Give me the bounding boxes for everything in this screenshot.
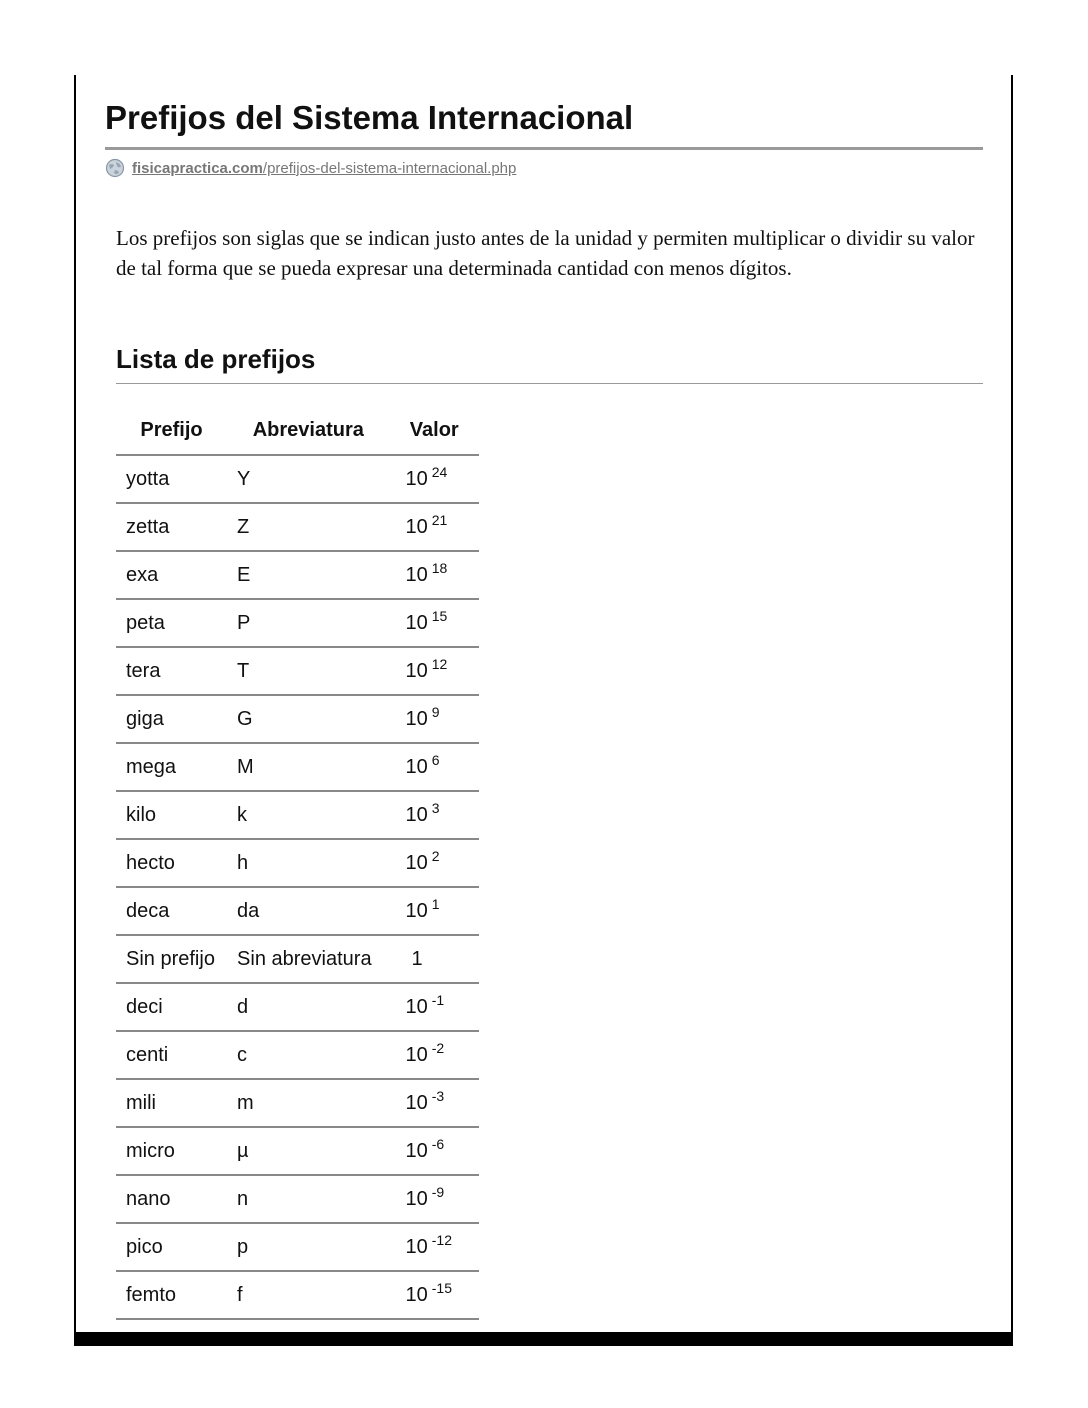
value-base: 1 (411, 947, 423, 970)
cell-prefix: tera (116, 647, 227, 695)
section-heading: Lista de prefijos (116, 344, 316, 374)
cell-value (390, 1175, 479, 1223)
value-exponent: -9 (431, 1183, 445, 1200)
cell-value (390, 983, 479, 1031)
cell-value (390, 695, 479, 743)
cell-value (390, 551, 479, 599)
cell-abbreviation: m (227, 1079, 389, 1127)
cell-prefix: centi (116, 1031, 227, 1079)
value-exponent: 3 (431, 799, 440, 816)
cell-prefix: Sin prefijo (116, 935, 227, 983)
section-divider (116, 383, 983, 384)
cell-prefix: pico (116, 1223, 227, 1271)
cell-value (390, 935, 479, 983)
cell-prefix: peta (116, 599, 227, 647)
value-base: 10 (405, 1235, 428, 1258)
value-base: 10 (405, 515, 428, 538)
cell-abbreviation: T (227, 647, 389, 695)
cell-abbreviation: Y (227, 455, 389, 503)
table-row (116, 1271, 479, 1319)
cell-value (390, 1031, 479, 1079)
table-row (116, 887, 479, 935)
value-base: 10 (405, 755, 428, 778)
table-row (116, 839, 479, 887)
cell-prefix: micro (116, 1127, 227, 1175)
cell-value (390, 1127, 479, 1175)
value-exponent: -15 (431, 1279, 452, 1296)
cell-abbreviation: G (227, 695, 389, 743)
table-row (116, 935, 479, 983)
cell-abbreviation: Sin abreviatura (227, 935, 389, 983)
cell-prefix: mega (116, 743, 227, 791)
table-row (116, 455, 479, 503)
value-base: 10 (405, 899, 428, 922)
cell-prefix: femto (116, 1271, 227, 1319)
header-value: Valor (390, 406, 479, 455)
header-abbreviation: Abreviatura (227, 406, 389, 455)
cell-abbreviation: M (227, 743, 389, 791)
cell-value (390, 1223, 479, 1271)
value-exponent: -1 (431, 991, 445, 1008)
value-exponent: 1 (431, 895, 440, 912)
value-base: 10 (405, 707, 428, 730)
value-base: 10 (405, 1091, 428, 1114)
value-exponent: -12 (431, 1231, 452, 1248)
header-prefix: Prefijo (116, 406, 227, 455)
cell-abbreviation: P (227, 599, 389, 647)
cell-abbreviation: k (227, 791, 389, 839)
source-domain: fisicapractica.com (132, 159, 263, 177)
value-exponent: 21 (431, 511, 448, 528)
value-base: 10 (405, 803, 428, 826)
cell-value (390, 791, 479, 839)
value-base: 10 (405, 659, 428, 682)
value-base: 10 (405, 611, 428, 634)
table-row (116, 647, 479, 695)
cell-abbreviation: c (227, 1031, 389, 1079)
cell-abbreviation: E (227, 551, 389, 599)
cell-prefix: hecto (116, 839, 227, 887)
cell-abbreviation: f (227, 1271, 389, 1319)
cell-abbreviation: da (227, 887, 389, 935)
cell-abbreviation: p (227, 1223, 389, 1271)
source-link[interactable] (132, 160, 516, 177)
cell-value (390, 887, 479, 935)
cell-value (390, 839, 479, 887)
cell-value (390, 1271, 479, 1319)
value-exponent: 12 (431, 655, 448, 672)
prefix-table (116, 406, 479, 1320)
table-row (116, 695, 479, 743)
table-row (116, 503, 479, 551)
page-border-bottom (74, 1332, 1013, 1346)
value-exponent: 2 (431, 847, 440, 864)
globe-icon (105, 158, 125, 178)
value-base: 10 (405, 1139, 428, 1162)
cell-prefix: mili (116, 1079, 227, 1127)
table-row (116, 983, 479, 1031)
intro-paragraph: Los prefijos son siglas que se indican justo antes de la unidad y permiten multiplicar o dividir su valor de tal forma que se pueda expresar una determinada cantidad con menos dígitos. (116, 226, 975, 280)
value-base: 10 (405, 851, 428, 874)
value-exponent: 18 (431, 559, 448, 576)
value-base: 10 (405, 563, 428, 586)
table-header-row (116, 406, 479, 455)
table-row (116, 1079, 479, 1127)
value-base: 10 (405, 1283, 428, 1306)
cell-abbreviation: µ (227, 1127, 389, 1175)
value-base: 10 (405, 467, 428, 490)
value-exponent: 24 (431, 463, 448, 480)
table-row (116, 1127, 479, 1175)
table-row (116, 551, 479, 599)
cell-value (390, 455, 479, 503)
cell-abbreviation: h (227, 839, 389, 887)
cell-value (390, 503, 479, 551)
table-body (116, 455, 479, 1319)
table-row (116, 599, 479, 647)
title-divider (105, 147, 983, 150)
table-row (116, 1031, 479, 1079)
page-border-right (1011, 75, 1013, 1345)
cell-value (390, 743, 479, 791)
cell-value (390, 647, 479, 695)
source-path: /prefijos-del-sistema-internacional.php (262, 159, 517, 177)
cell-value (390, 599, 479, 647)
value-exponent: 15 (431, 607, 448, 624)
table-row (116, 1175, 479, 1223)
page-title: Prefijos del Sistema Internacional (105, 99, 634, 136)
cell-prefix: giga (116, 695, 227, 743)
source-line (105, 157, 516, 179)
value-exponent: -6 (431, 1135, 445, 1152)
table-row (116, 791, 479, 839)
value-exponent: -3 (431, 1087, 445, 1104)
cell-abbreviation: n (227, 1175, 389, 1223)
table-row (116, 1223, 479, 1271)
value-exponent: 6 (431, 751, 440, 768)
value-base: 10 (405, 1043, 428, 1066)
cell-prefix: exa (116, 551, 227, 599)
value-base: 10 (405, 995, 428, 1018)
cell-prefix: nano (116, 1175, 227, 1223)
value-exponent: 9 (431, 703, 440, 720)
table-row (116, 743, 479, 791)
cell-prefix: zetta (116, 503, 227, 551)
page-border-left (74, 75, 76, 1345)
cell-abbreviation: Z (227, 503, 389, 551)
cell-abbreviation: d (227, 983, 389, 1031)
cell-prefix: kilo (116, 791, 227, 839)
cell-prefix: deca (116, 887, 227, 935)
cell-value (390, 1079, 479, 1127)
value-exponent: -2 (431, 1039, 445, 1056)
cell-prefix: deci (116, 983, 227, 1031)
value-base: 10 (405, 1187, 428, 1210)
cell-prefix: yotta (116, 455, 227, 503)
